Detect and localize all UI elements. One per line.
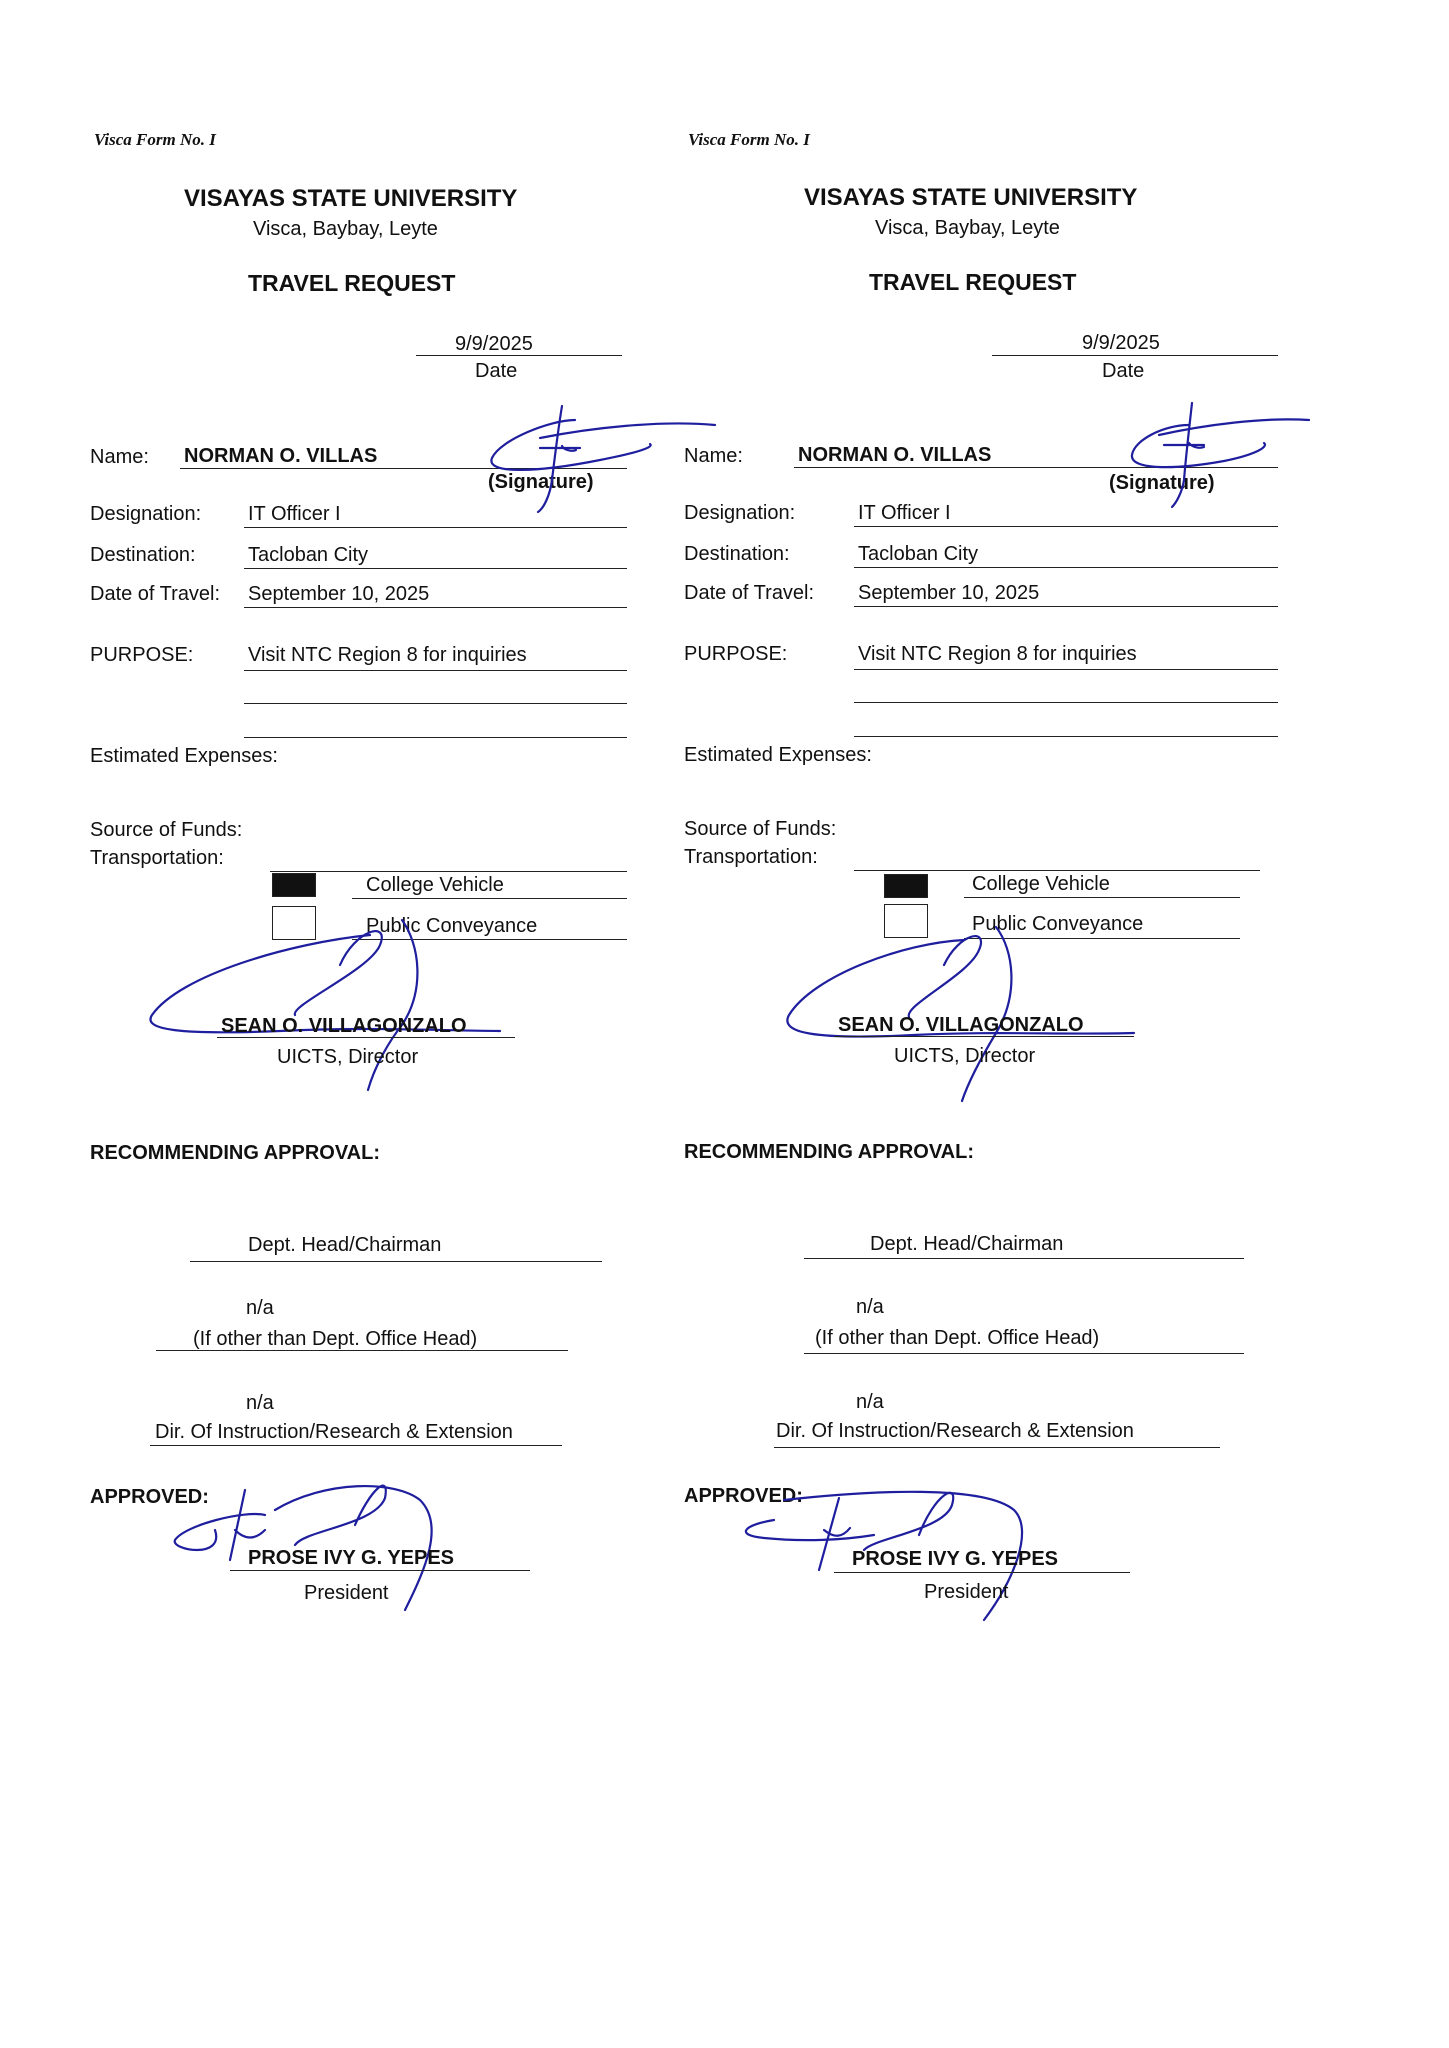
approved-heading: APPROVED: — [684, 1485, 803, 1507]
dept-head-line — [804, 1258, 1244, 1259]
source-of-funds-label: Source of Funds: — [90, 819, 243, 841]
other-head-line — [156, 1350, 568, 1351]
destination-value: Tacloban City — [248, 544, 369, 566]
destination-label: Destination: — [90, 544, 196, 566]
purpose-label: PURPOSE: — [90, 644, 194, 666]
university-name: VISAYAS STATE UNIVERSITY — [804, 184, 1138, 211]
president-title: President — [304, 1582, 389, 1604]
college-vehicle-checkbox — [884, 874, 928, 898]
recommending-approval-heading: RECOMMENDING APPROVAL: — [684, 1141, 974, 1163]
director-instruction-value: n/a — [856, 1391, 884, 1413]
date-line — [992, 355, 1278, 356]
destination-label: Destination: — [684, 543, 790, 565]
approved-heading: APPROVED: — [90, 1486, 209, 1508]
signature-label: (Signature) — [1109, 472, 1215, 494]
other-head-label: (If other than Dept. Office Head) — [815, 1327, 1100, 1349]
form-number: Visca Form No. I — [94, 130, 216, 149]
date-of-travel-label: Date of Travel: — [684, 582, 815, 604]
source-of-funds-label: Source of Funds: — [684, 818, 837, 840]
date-of-travel-label: Date of Travel: — [90, 583, 221, 605]
college-vehicle-checkbox — [272, 873, 316, 897]
date-of-travel-line — [854, 606, 1278, 607]
destination-line — [244, 568, 627, 569]
college-vehicle-line — [964, 897, 1240, 898]
director-instruction-label: Dir. Of Instruction/Research & Extension — [155, 1421, 513, 1443]
other-head-value: n/a — [856, 1296, 884, 1318]
college-vehicle-label: College Vehicle — [366, 874, 504, 896]
director-instruction-value: n/a — [246, 1392, 274, 1414]
purpose-line-2 — [244, 703, 627, 704]
public-conveyance-label: Public Conveyance — [366, 915, 538, 937]
president-title: President — [924, 1581, 1009, 1603]
destination-line — [854, 567, 1278, 568]
travel-request-form-copy-1 — [90, 0, 710, 1700]
director-instruction-line — [150, 1445, 562, 1446]
destination-value: Tacloban City — [858, 543, 979, 565]
designation-label: Designation: — [90, 503, 202, 525]
travel-request-form-copy-2 — [684, 0, 1304, 1700]
transportation-label: Transportation: — [90, 847, 224, 869]
director-line — [834, 1036, 1134, 1037]
purpose-value: Visit NTC Region 8 for inquiries — [858, 643, 1137, 665]
president-line — [230, 1570, 530, 1571]
other-head-label: (If other than Dept. Office Head) — [193, 1328, 478, 1350]
dept-head-label: Dept. Head/Chairman — [248, 1234, 442, 1256]
university-address: Visca, Baybay, Leyte — [253, 218, 438, 240]
form-number: Visca Form No. I — [688, 130, 810, 149]
other-head-line — [804, 1353, 1244, 1354]
date-of-travel-value: September 10, 2025 — [248, 583, 430, 605]
purpose-line-1 — [244, 670, 627, 671]
form-title: TRAVEL REQUEST — [869, 269, 1077, 295]
dept-head-line — [190, 1261, 602, 1262]
director-name: SEAN O. VILLAGONZALO — [838, 1014, 1084, 1036]
date-of-travel-line — [244, 607, 627, 608]
name-label: Name: — [684, 445, 743, 467]
purpose-line-1 — [854, 669, 1278, 670]
designation-line — [244, 527, 627, 528]
designation-value: IT Officer I — [248, 503, 341, 525]
designation-label: Designation: — [684, 502, 796, 524]
university-address: Visca, Baybay, Leyte — [875, 217, 1060, 239]
president-name: PROSE IVY G. YEPES — [248, 1547, 455, 1569]
date-label: Date — [475, 360, 518, 382]
date-value: 9/9/2025 — [1082, 332, 1160, 354]
transportation-label: Transportation: — [684, 846, 818, 868]
director-name: SEAN O. VILLAGONZALO — [221, 1015, 467, 1037]
form-title: TRAVEL REQUEST — [248, 270, 456, 296]
designation-line — [854, 526, 1278, 527]
transportation-line — [854, 870, 1260, 871]
date-of-travel-value: September 10, 2025 — [858, 582, 1040, 604]
purpose-value: Visit NTC Region 8 for inquiries — [248, 644, 527, 666]
purpose-label: PURPOSE: — [684, 643, 788, 665]
name-value: NORMAN O. VILLAS — [798, 444, 992, 466]
director-line — [217, 1037, 515, 1038]
date-value: 9/9/2025 — [455, 333, 533, 355]
other-head-value: n/a — [246, 1297, 274, 1319]
requester-signature — [1104, 395, 1314, 505]
director-instruction-line — [774, 1447, 1220, 1448]
recommending-approval-heading: RECOMMENDING APPROVAL: — [90, 1142, 380, 1164]
estimated-expenses-label: Estimated Expenses: — [90, 745, 278, 767]
president-line — [834, 1572, 1130, 1573]
name-value: NORMAN O. VILLAS — [184, 445, 378, 467]
estimated-expenses-label: Estimated Expenses: — [684, 744, 872, 766]
director-instruction-label: Dir. Of Instruction/Research & Extension — [776, 1420, 1134, 1442]
designation-value: IT Officer I — [858, 502, 951, 524]
signature-label: (Signature) — [488, 471, 594, 493]
college-vehicle-line — [352, 898, 627, 899]
university-name: VISAYAS STATE UNIVERSITY — [184, 185, 518, 212]
date-line — [416, 355, 622, 356]
purpose-line-3 — [244, 737, 627, 738]
president-name: PROSE IVY G. YEPES — [852, 1548, 1059, 1570]
dept-head-label: Dept. Head/Chairman — [870, 1233, 1064, 1255]
public-conveyance-label: Public Conveyance — [972, 913, 1144, 935]
college-vehicle-label: College Vehicle — [972, 873, 1110, 895]
purpose-line-2 — [854, 702, 1278, 703]
purpose-line-3 — [854, 736, 1278, 737]
date-label: Date — [1102, 360, 1145, 382]
director-title: UICTS, Director — [894, 1045, 1036, 1067]
director-title: UICTS, Director — [277, 1046, 419, 1068]
name-label: Name: — [90, 446, 149, 468]
transportation-line — [270, 871, 627, 872]
